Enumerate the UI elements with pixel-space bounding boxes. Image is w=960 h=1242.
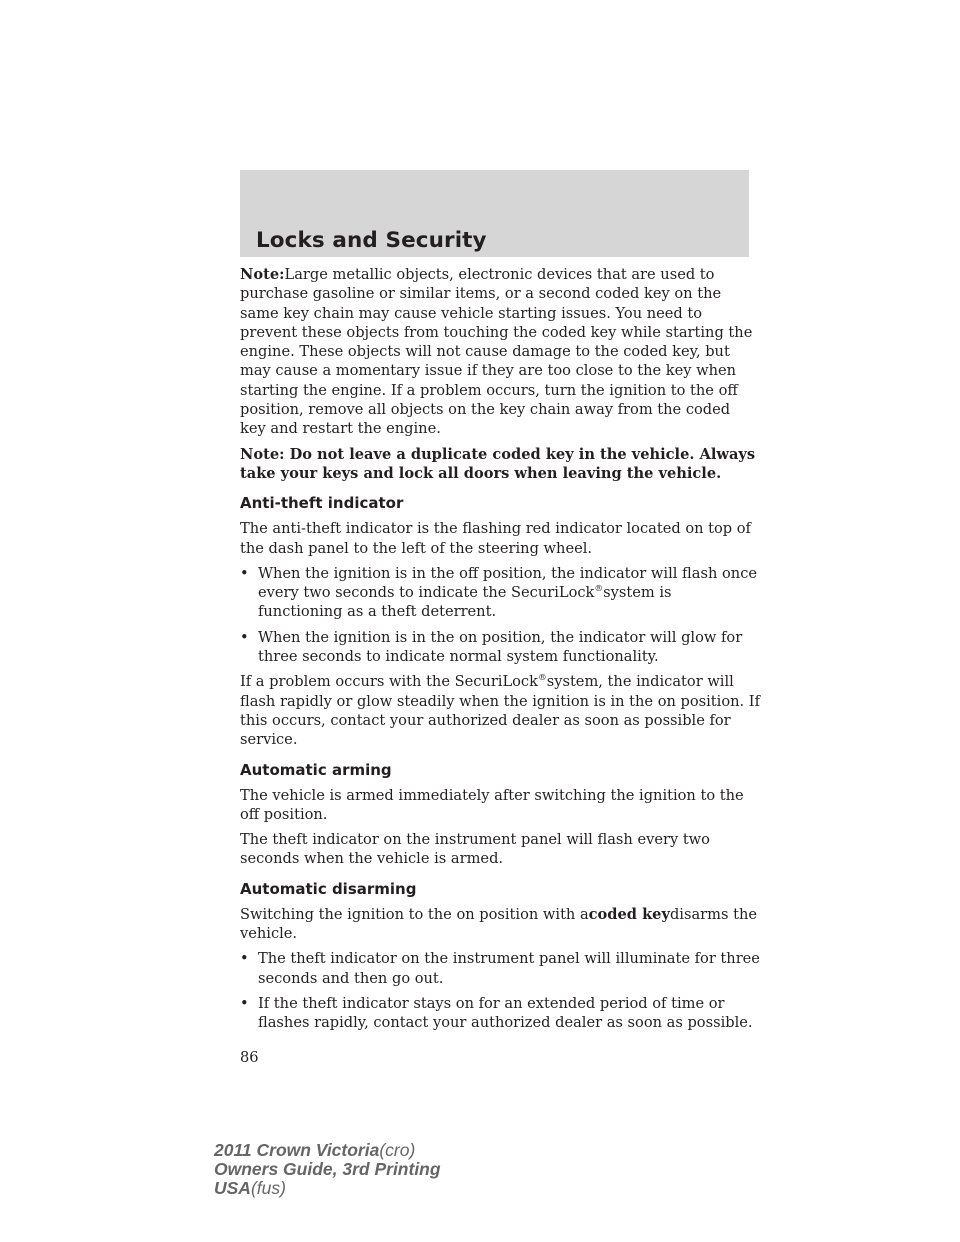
section-title: Locks and Security xyxy=(256,228,487,253)
registered-mark: ® xyxy=(594,584,604,595)
problem-text: If a problem occurs with the SecuriLock xyxy=(240,673,538,691)
bullet-text: The theft indicator on the instrument panel will illuminate for three seconds and then go out. xyxy=(258,950,760,987)
page-number: 86 xyxy=(240,1049,259,1066)
footer-model: 2011 Crown Victoria xyxy=(214,1140,380,1160)
problem-paragraph xyxy=(240,672,760,749)
note-paragraph xyxy=(240,265,760,439)
footer-model-code: (cro) xyxy=(379,1140,416,1160)
bullet-text: If the theft indicator stays on for an extended period of time or flashes rapidly, contact your authorized dealer as soon as possible. xyxy=(258,994,753,1032)
footer-line xyxy=(214,1141,441,1160)
footer-line xyxy=(214,1179,441,1198)
disarming-text: disarms the vehicle. xyxy=(240,905,757,943)
bullet-item xyxy=(240,994,760,1033)
note-text: Large metallic objects, electronic devices that are used to purchase gasoline or similar items, or a second coded key on the same key chain may cause vehicle starting issues. You need to prevent these objects from touching the coded key while starting the engine. These objects will not cause damage to the coded key, but may cause a momentary issue if they are too close to the key when starting the engine. If a problem occurs, turn the ignition to the off position, remove all objects on the key chain away from the coded key and restart the engine. xyxy=(240,266,753,438)
automatic-disarming-heading: Automatic disarming xyxy=(240,879,417,898)
bullet-text: When the ignition is in the on position, the indicator will glow for three seconds to indicate normal system functionality. xyxy=(258,628,743,666)
footer-market: USA xyxy=(214,1178,251,1198)
page-content xyxy=(240,265,760,1039)
coded-key-term: coded key xyxy=(588,905,670,923)
bullet-item xyxy=(240,628,760,667)
anti-theft-intro: The anti-theft indicator is the flashing red indicator located on top of the dash panel to the left of the steering wheel. xyxy=(240,520,751,557)
section-header-band xyxy=(240,170,749,257)
warning-note-text: Note: Do not leave a duplicate coded key in the vehicle. Always take your keys and lock all doors when leaving the vehicle. xyxy=(240,445,756,482)
warning-note xyxy=(240,445,760,484)
disarming-text: Switching the ignition to the on position with a xyxy=(240,905,589,923)
bullet-icon: • xyxy=(240,564,249,582)
footer-imprint xyxy=(214,1141,441,1198)
bullet-icon: • xyxy=(240,994,249,1012)
problem-text: system, the indicator will flash rapidly or glow steadily when the ignition is in the on position. If this occurs, contact your authorized dealer as soon as possible for service. xyxy=(240,673,760,749)
bullet-icon: • xyxy=(240,950,249,968)
automatic-arming-heading: Automatic arming xyxy=(240,760,392,779)
bullet-icon: • xyxy=(240,628,249,646)
footer-market-code: (fus) xyxy=(250,1178,286,1198)
bullet-text: When the ignition is in the off position, the indicator will flash once every two seconds to indicate the SecuriLock xyxy=(258,564,758,602)
anti-theft-heading: Anti-theft indicator xyxy=(240,494,404,513)
footer-line: Owners Guide, 3rd Printing xyxy=(214,1159,441,1179)
note-label: Note: xyxy=(240,266,285,283)
arming-paragraph: The theft indicator on the instrument panel will flash every two seconds when the vehicle is armed. xyxy=(240,831,710,868)
bullet-item xyxy=(240,949,760,988)
arming-paragraph: The vehicle is armed immediately after switching the ignition to the off position. xyxy=(240,786,744,823)
registered-mark: ® xyxy=(537,673,547,684)
bullet-text: system is functioning as a theft deterrent. xyxy=(258,584,672,621)
disarming-intro xyxy=(240,905,760,944)
bullet-item xyxy=(240,564,760,622)
